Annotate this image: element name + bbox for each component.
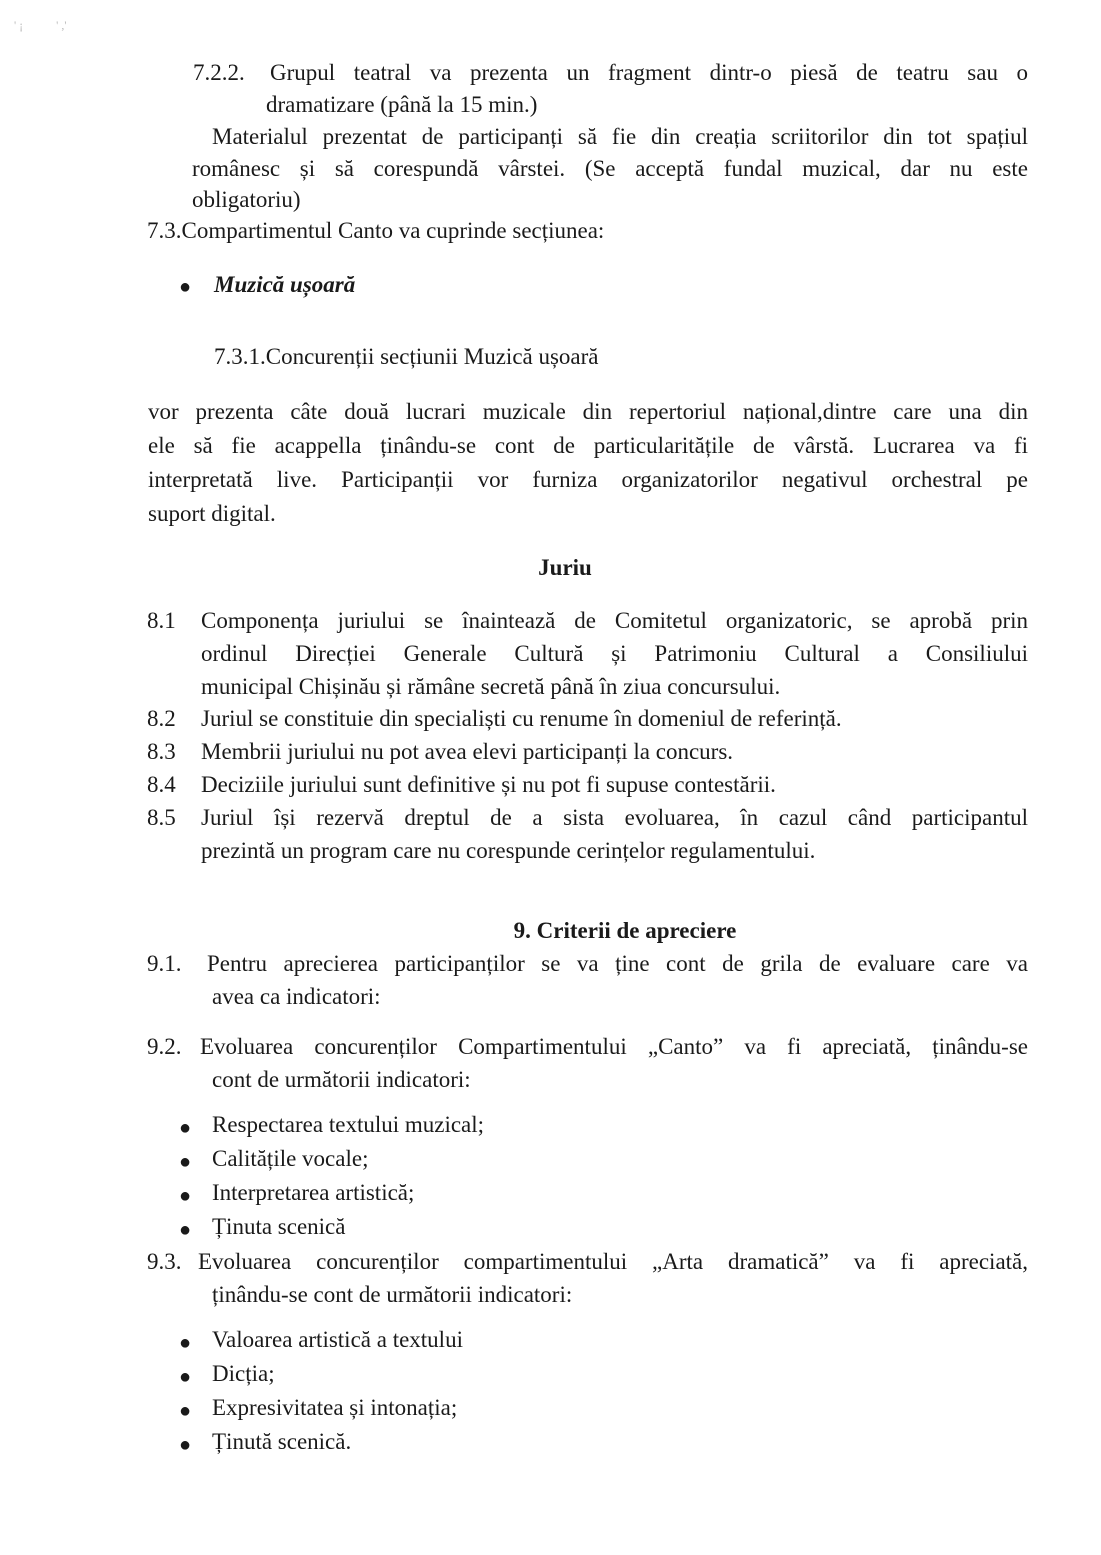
item-number: 9.2. — [147, 1034, 182, 1059]
section-number: 7.2.2. — [193, 60, 245, 85]
list-item: Interpretarea artistică; — [212, 1180, 415, 1205]
bullet-icon: ● — [179, 1400, 192, 1422]
paragraph-line: Pentru aprecierea participanților se va ține cont de grila de evaluare care va — [207, 951, 1028, 976]
section-heading: Juriu — [538, 555, 592, 580]
bullet-icon: ● — [179, 1185, 192, 1207]
list-item: Ținută scenică. — [212, 1429, 352, 1454]
list-item: Dicția; — [212, 1361, 275, 1386]
list-item: Calitățile vocale; — [212, 1146, 369, 1171]
paragraph-line: municipal Chișinău și rămâne secretă până în ziua concursului. — [201, 674, 781, 699]
list-item: Respectarea textului muzical; — [212, 1112, 485, 1137]
item-number: 8.2 — [147, 706, 176, 731]
paragraph-line: suport digital. — [148, 501, 276, 526]
bullet-icon: ● — [179, 1332, 192, 1354]
section-heading: 7.3.1.Concurenții secțiunii Muzică ușoară — [214, 344, 599, 369]
bullet-icon: ● — [179, 1219, 192, 1241]
scan-mark: ' ¡ ' ,' — [14, 18, 67, 32]
paragraph-line: românesc și să corespundă vârstei. (Se acceptă fundal muzical, dar nu este — [192, 156, 1028, 181]
paragraph-line: avea ca indicatori: — [212, 984, 381, 1009]
item-number: 8.1 — [147, 608, 176, 633]
item-number: 8.4 — [147, 772, 176, 797]
bullet-icon: ● — [179, 276, 192, 298]
paragraph-line: interpretată live. Participanții vor furniza organizatorilor negativul orchestral pe — [148, 467, 1028, 492]
paragraph-line: Grupul teatral va prezenta un fragment dintr-o piesă de teatru sau o — [270, 60, 1028, 85]
paragraph-line: Deciziile juriului sunt definitive și nu pot fi supuse contestării. — [201, 772, 776, 797]
bullet-item: Muzică ușoară — [214, 272, 356, 297]
bullet-icon: ● — [179, 1434, 192, 1456]
bullet-icon: ● — [179, 1151, 192, 1173]
paragraph-line: Materialul prezentat de participanți să fie din creația scriitorilor din tot spațiul — [212, 124, 1028, 149]
paragraph-line: ele să fie acappella ținându-se cont de particularitățile de vârstă. Lucrarea va fi — [148, 433, 1028, 458]
item-number: 9.3. — [147, 1249, 182, 1274]
paragraph-line: vor prezenta câte două lucrari muzicale din repertoriul național,dintre care una din — [148, 399, 1028, 424]
section-heading: 7.3.Compartimentul Canto va cuprinde secțiunea: — [147, 218, 605, 243]
paragraph-line: Juriul își rezervă dreptul de a sista evoluarea, în cazul când participantul — [201, 805, 1028, 830]
bullet-icon: ● — [179, 1366, 192, 1388]
paragraph-line: Componența juriului se înaintează de Comitetul organizatoric, se aprobă prin — [201, 608, 1028, 633]
paragraph-line: Juriul se constituie din specialiști cu renume în domeniul de referință. — [201, 706, 842, 731]
paragraph-line: Evoluarea concurenților Compartimentului „Canto” va fi apreciată, ținându-se — [200, 1034, 1028, 1059]
bullet-icon: ● — [179, 1117, 192, 1139]
paragraph-line: dramatizare (până la 15 min.) — [266, 92, 538, 117]
paragraph-line: Evoluarea concurenților compartimentului „Arta dramatică” va fi apreciată, — [198, 1249, 1028, 1274]
item-number: 8.3 — [147, 739, 176, 764]
paragraph-line: cont de următorii indicatori: — [212, 1067, 471, 1092]
paragraph-line: ținându-se cont de următorii indicatori: — [212, 1282, 573, 1307]
list-item: Expresivitatea și intonația; — [212, 1395, 458, 1420]
item-number: 9.1. — [147, 951, 182, 976]
paragraph-line: prezintă un program care nu corespunde cerințelor regulamentului. — [201, 838, 816, 863]
paragraph-line: obligatoriu) — [192, 187, 301, 212]
item-number: 8.5 — [147, 805, 176, 830]
list-item: Ținuta scenică — [212, 1214, 346, 1239]
paragraph-line: ordinul Direcției Generale Cultură și Patrimoniu Cultural a Consiliului — [201, 641, 1028, 666]
section-heading: 9. Criterii de apreciere — [513, 918, 737, 943]
list-item: Valoarea artistică a textului — [212, 1327, 463, 1352]
paragraph-line: Membrii juriului nu pot avea elevi participanți la concurs. — [201, 739, 734, 764]
